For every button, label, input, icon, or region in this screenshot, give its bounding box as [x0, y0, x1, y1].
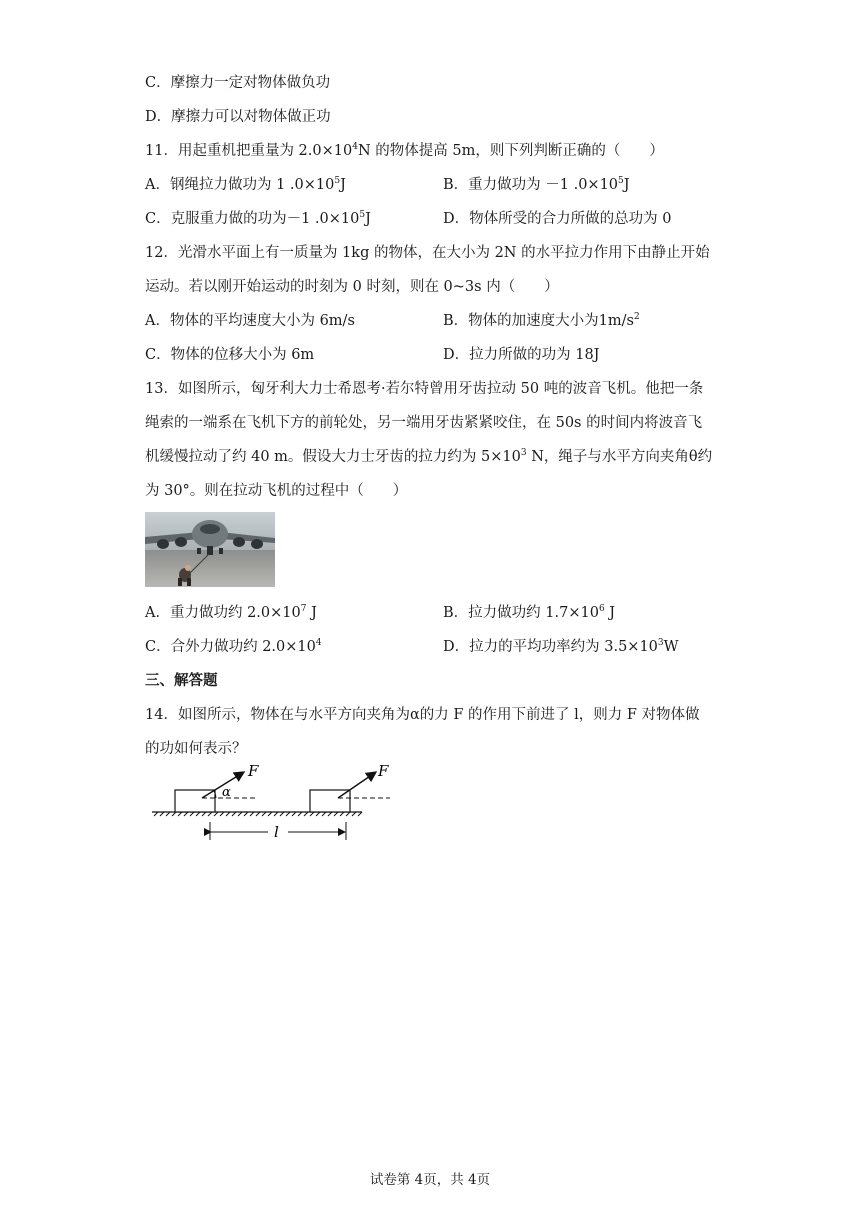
- q11-option-c: [145, 209, 371, 229]
- q13-option-a-text: A．重力做功约 2.0×10: [145, 605, 301, 621]
- q10-option-d: D．摩擦力可以对物体做正功: [145, 109, 331, 125]
- q11-option-b-text: B．重力做功为 －1 .0×10: [443, 177, 619, 193]
- q13-option-b-unit: J: [604, 605, 616, 621]
- q11-option-a: [145, 175, 346, 195]
- q13-option-c-text: C．合外力做功约 2.0×10: [145, 639, 316, 655]
- q13-stem-line3-exponent: 3: [520, 448, 527, 459]
- airplane-photo: [145, 512, 275, 587]
- q14-stem-line2: 的功如何表示？: [145, 741, 247, 757]
- force-diagram-svg: [150, 760, 400, 850]
- section-heading: 三、解答题: [145, 672, 218, 689]
- q11-stem-exponent: 4: [352, 142, 358, 153]
- q13-option-a: [145, 603, 317, 623]
- q11-option-c-unit: J: [365, 211, 371, 227]
- q13-option-b: [443, 603, 615, 623]
- q11-option-b-unit: J: [623, 177, 630, 193]
- q12-stem-line2: 运动。若以刚开始运动的时刻为 0 时刻，则在 0~3s 内（ ）: [145, 279, 559, 295]
- q11-stem: [145, 141, 664, 161]
- airplane-photo-illustration: [145, 512, 275, 587]
- q13-option-a-exponent: 7: [300, 604, 307, 615]
- q11-option-d: D．物体所受的合力所做的总功为 0: [443, 211, 672, 227]
- q12-option-b-exponent: 2: [633, 312, 640, 323]
- q12-option-c: C．物体的位移大小为 6m: [145, 347, 315, 363]
- q12-option-a: A．物体的平均速度大小为 6m/s: [145, 313, 355, 329]
- force-arrow-2: [338, 772, 376, 798]
- q14-stem-line1: 14．如图所示，物体在与水平方向夹角为α的力 F 的作用下前进了 l，则力 F 对物体做: [145, 707, 700, 723]
- q13-stem-line4: 为 30°。则在拉动飞机的过程中（ ）: [145, 483, 408, 499]
- q13-option-d: [443, 637, 679, 657]
- q11-option-a-text: A．钢绳拉力做功为 1 .0×10: [145, 177, 335, 193]
- q13-stem-line3-text-end: N，绳子与水平方向夹角θ约: [526, 449, 713, 465]
- displacement-label: l: [274, 823, 279, 841]
- q13-stem-line3-text: 机缓慢拉动了约 40 m。假设大力士牙齿的拉力约为 5×10: [145, 449, 521, 465]
- q13-option-a-unit: J: [306, 605, 317, 621]
- page-footer: 试卷第 4页，共 4页: [369, 1172, 491, 1188]
- q13-stem-line3: [145, 447, 712, 467]
- angle-label: α: [222, 785, 231, 800]
- q12-stem-line1: 12．光滑水平面上有一质量为 1kg 的物体，在大小为 2N 的水平拉力作用下由静止开始: [145, 245, 710, 261]
- q11-stem-text-end: N 的物体提高 5m，则下列判断正确的（ ）: [357, 143, 664, 159]
- q11-stem-text: 11．用起重机把重量为 2.0×10: [145, 143, 353, 159]
- q11-option-b-exponent: 5: [618, 176, 624, 187]
- q13-option-d-text: D．拉力的平均功率约为 3.5×10: [443, 639, 658, 655]
- q13-option-d-exponent: 3: [657, 638, 664, 649]
- q13-option-b-text: B．拉力做功约 1.7×10: [443, 605, 599, 621]
- force-label-2: F: [378, 762, 389, 780]
- q13-option-c: [145, 637, 322, 657]
- q11-option-b: [443, 175, 630, 195]
- q11-option-c-exponent: 5: [359, 210, 366, 221]
- q12-option-b: [443, 311, 640, 331]
- q10-option-c: C．摩擦力一定对物体做负功: [145, 75, 331, 91]
- q11-option-a-unit: J: [340, 177, 346, 193]
- q12-option-d: D．拉力所做的功为 18J: [443, 347, 600, 363]
- q13-option-c-exponent: 4: [315, 638, 322, 649]
- q12-option-b-text: B．物体的加速度大小为1m/s: [443, 313, 634, 329]
- q11-option-a-exponent: 5: [334, 176, 341, 187]
- force-diagram: [150, 760, 400, 850]
- q13-option-d-unit: W: [663, 639, 679, 655]
- q13-stem-line1: 13．如图所示，匈牙利大力士希恩考·若尔特曾用牙齿拉动 50 吨的波音飞机。他把一条: [145, 381, 704, 397]
- q11-option-c-text: C．克服重力做的功为－1 .0×10: [145, 211, 360, 227]
- q13-stem-line2: 绳索的一端系在飞机下方的前轮处，另一端用牙齿紧紧咬住，在 50s 的时间内将波音飞: [145, 415, 703, 431]
- force-label-1: F: [248, 762, 259, 780]
- q13-option-b-exponent: 6: [598, 604, 605, 615]
